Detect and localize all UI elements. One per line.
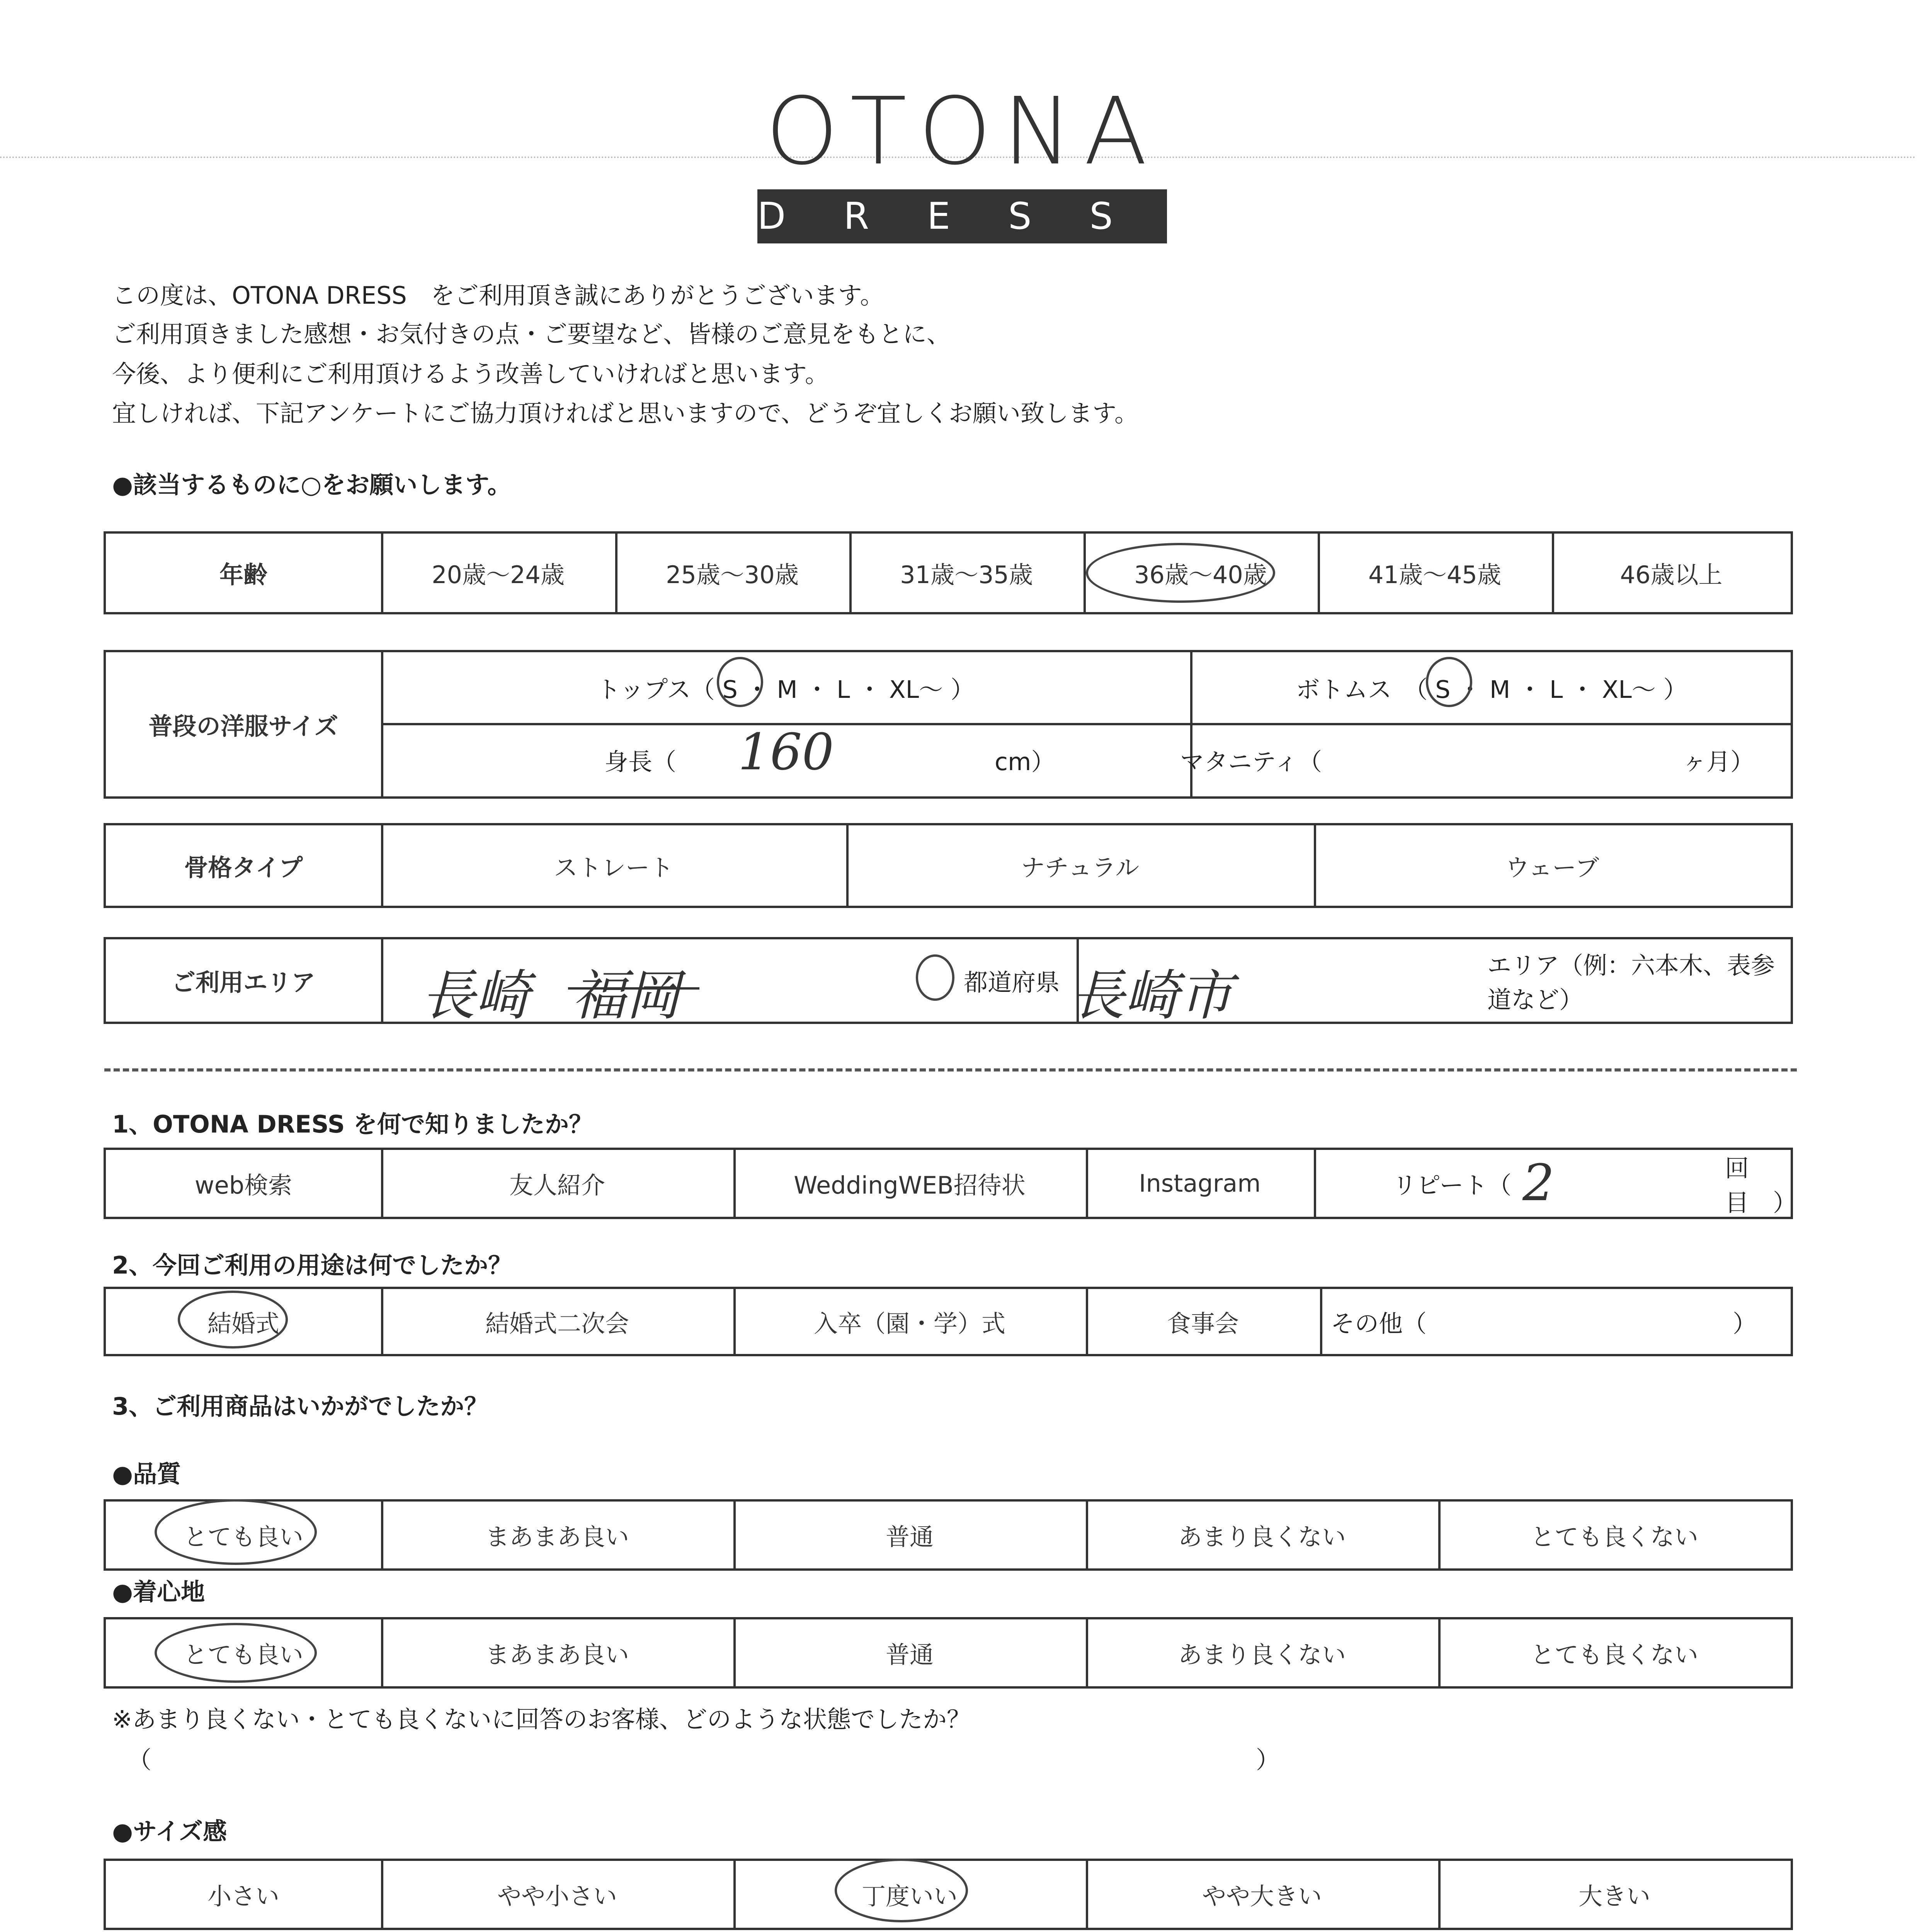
age-option[interactable]: 41歳〜45歳 [1318,534,1554,612]
height-suffix: cm） [995,747,1055,776]
q1-option[interactable]: WeddingWEB招待状 [733,1150,1088,1217]
fit-option[interactable]: 大きい [1578,1882,1650,1910]
quality-option[interactable]: あまり良くない [1086,1502,1441,1568]
comfort-paren-close: ） [1256,1746,1280,1774]
intro-line-4: 宜しければ、下記アンケートにご協力頂ければと思いますので、どうぞ宜しくお願い致します。 [112,399,1139,427]
q2-option-selected[interactable]: 結婚式 [106,1289,383,1354]
fit-label: ●サイズ感 [112,1817,227,1845]
q1-option[interactable]: Instagram [1086,1150,1316,1217]
q1-title: 1、OTONA DRESS を何で知りましたか？ [112,1110,593,1138]
intro-line-3: 今後、より便利にご利用頂けるよう改善していければと思います。 [112,360,829,388]
age-option[interactable]: 31歳〜35歳 [849,534,1086,612]
pref-suffix: 都道府県 [964,968,1060,997]
pref-circle [916,954,954,1001]
fit-option[interactable]: やや大きい [1086,1861,1441,1928]
q3-title: 3、ご利用商品はいかがでしたか？ [112,1392,488,1420]
quality-option-selected[interactable]: とても良い [106,1502,383,1568]
repeat-handwritten: 2 [1522,1153,1555,1212]
height-handwritten: 160 [738,723,834,781]
brand-sub-logo: DRESS [757,189,1167,243]
comfort-option[interactable]: まあまあ良い [381,1619,736,1686]
pref-handwritten: 長崎 [421,964,530,1027]
area-label: ご利用エリア [106,939,383,1022]
frame-label: 骨格タイプ [106,825,383,906]
strikethrough [568,987,699,990]
fit-option[interactable]: 小さい [106,1861,383,1928]
q2-other: その他（ [1331,1309,1427,1338]
quality-label: ●品質 [112,1460,181,1488]
q1-option[interactable]: web検索 [106,1150,383,1217]
comfort-option-selected[interactable]: とても良い [106,1619,383,1686]
quality-option[interactable]: まあまあ良い [381,1502,736,1568]
comfort-option[interactable]: 普通 [733,1619,1088,1686]
q1-repeat-prefix: リピート（ [1393,1171,1512,1199]
maternity-prefix: マタニティ（ [1180,747,1322,776]
quality-option[interactable]: 普通 [733,1502,1088,1568]
q2-row [104,1287,1793,1356]
age-label: 年齢 [106,534,383,612]
q2-other-close: ） [1733,1309,1757,1338]
maternity-suffix: ヶ月） [1682,747,1755,776]
size-label: 普段の洋服サイズ [106,652,383,796]
comfort-label: ●着心地 [112,1578,205,1606]
comfort-row [104,1617,1793,1689]
intro-line-1: この度は、OTONA DRESS をご利用頂き誠にありがとうございます。 [112,281,884,310]
age-option[interactable]: 25歳〜30歳 [615,534,852,612]
age-row [104,531,1793,614]
comfort-circle [155,1623,317,1683]
q2-option[interactable]: 入卒（園・学）式 [733,1289,1088,1354]
height-prefix: 身長（ [604,747,677,776]
city-suffix: エリア（例：六本木、表参道など） [1487,951,1775,1014]
q2-title: 2、今回ご利用の用途は何でしたか？ [112,1251,512,1279]
selection-circle [1086,543,1275,603]
fit-option[interactable]: やや小さい [381,1861,736,1928]
q2-option[interactable]: 食事会 [1086,1289,1322,1354]
tops-size[interactable]: トップス（ S ・ M ・ L ・ XL〜 ） [597,675,975,704]
q1-option[interactable]: 友人紹介 [381,1150,736,1217]
intro-line-2: ご利用頂きました感想・お気付きの点・ご要望など、皆様のご意見をもとに、 [112,320,951,348]
instruction: ●該当するものに○をお願いします。 [112,471,512,499]
comfort-option[interactable]: あまり良くない [1086,1619,1441,1686]
brand-logo: OTONA [765,77,1159,185]
q1-repeat-suffix: 回目 ） [1725,1154,1797,1217]
q2-option[interactable]: 結婚式二次会 [381,1289,736,1354]
comfort-note: ※あまり良くない・とても良くないに回答のお客様、どのような状態でしたか？ [112,1705,971,1733]
quality-option[interactable]: とても良くない [1530,1523,1698,1551]
quality-circle [155,1499,317,1565]
size-block [104,650,1793,799]
fit-option-selected[interactable]: 丁度いい [733,1861,1088,1928]
tops-circle [717,657,763,707]
bottoms-circle [1426,657,1472,707]
frame-option[interactable]: ナチュラル [846,825,1316,906]
frame-option[interactable]: ウェーブ [1505,853,1599,882]
comfort-paren-open: （ [128,1746,152,1774]
fit-circle [835,1859,968,1922]
section-divider [104,1068,1797,1071]
size-divider [381,723,1791,725]
frame-option[interactable]: ストレート [381,825,849,906]
age-option-selected[interactable]: 36歳〜40歳 [1084,534,1320,612]
age-option[interactable]: 20歳〜24歳 [381,534,617,612]
age-option[interactable]: 46歳以上 [1620,561,1723,589]
quality-row [104,1499,1793,1571]
q2-circle [178,1291,288,1349]
city-handwritten: 長崎市 [1070,964,1233,1027]
bottoms-size[interactable]: ボトムス （ S ・ M ・ L ・ XL〜 ） [1296,675,1687,704]
pref-struck-handwritten: 福岡 [572,964,680,1027]
comfort-option[interactable]: とても良くない [1530,1641,1698,1669]
frame-row [104,823,1793,908]
length-label [112,1928,228,1932]
